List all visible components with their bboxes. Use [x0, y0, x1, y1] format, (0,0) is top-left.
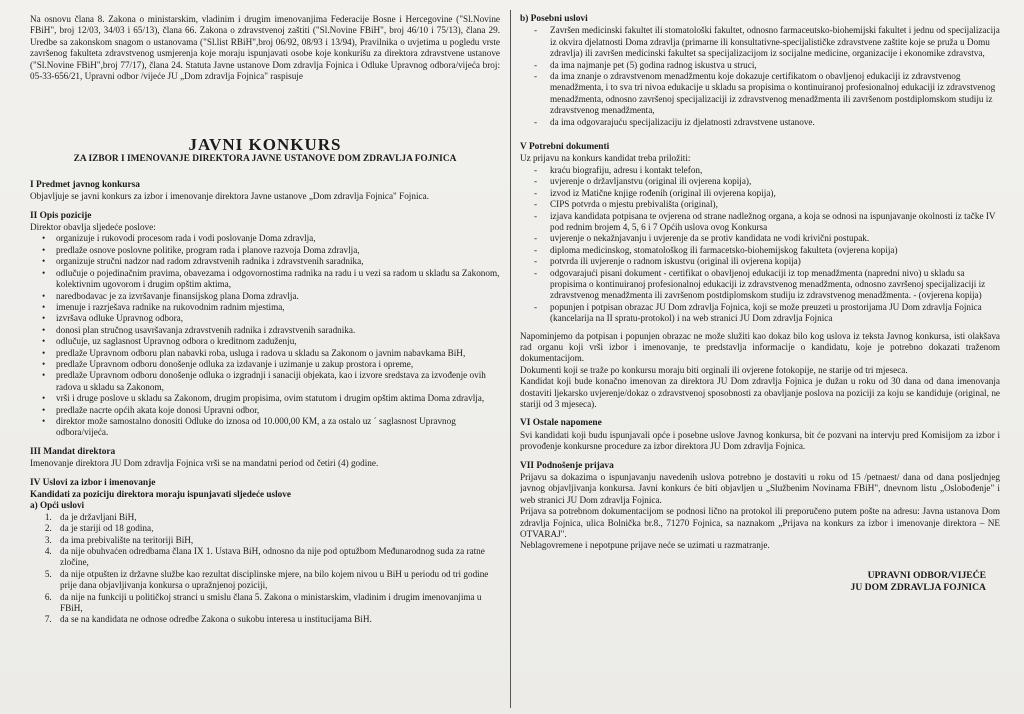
- list-item: - odgovarajući pisani dokument - certifikat o obavljenoj edukaciji iz top menadžmenta (napredni nivo) u skladu sa propisima o kontinuiranoj profesionalnoj edukaciji iz zdravstvenog menadžmenta, odnosno završenoj specijalizaciji iz zdravstvenog menadžmenta ili završenom postdiplomskom studiju iz zdravstvenog menadžmenta. - (ovjerena kopija): [534, 268, 1000, 302]
- signature-line-2: JU DOM ZDRAVLJA FOJNICA: [850, 581, 986, 593]
- document-title: JAVNI KONKURS: [188, 135, 342, 155]
- list-item: - da ima znanje o zdravstvenom menadžmentu koje dokazuje certifikatom o obavljenoj edukaciji iz zdravstvenog menadžmenta, i to sva tri nivoa edukacije u skladu sa propisima o kontinuiranoj profesionalnoj edukaciji iz zdravstvenog menadžmenta, odnosno završenoj specijalizaciji iz zdravstvenog menadžmenta ili završenom postdiplomskom studiju iz zdravstvenog menadžmenta,: [534, 71, 1000, 117]
- column-divider: [510, 10, 511, 708]
- list-item: • predlaže Upravnom odboru plan nabavki roba, usluga i radova u skladu sa Zakonom o javnim nabavkama BiH,: [46, 348, 500, 359]
- list-item: • naredbodavac je za izvršavanje finansijskog plana Doma zdravlja.: [46, 291, 500, 302]
- section-3-heading: III Mandat direktora: [30, 446, 116, 457]
- list-item: 7. da se na kandidata ne odnose odredbe Zakona o sukobu interesa u institucijama BiH.: [54, 614, 500, 625]
- list-item: - potvrda ili uvjerenje o radnom iskustvu (original ili ovjerena kopija): [534, 256, 1000, 267]
- section-2-heading: II Opis pozicije: [30, 210, 92, 221]
- right-column: [520, 14, 1000, 706]
- list-item: - kraću biografiju, adresu i kontakt telefon,: [534, 165, 1000, 176]
- section-1-text: Objavljuje se javni konkurs za izbor i imenovanje direktora Javne ustanove „Dom zdravlja Fojnica" Fojnica.: [30, 191, 429, 202]
- list-item: • odlučuje, uz saglasnost Upravnog odbora o kreditnom zaduženju,: [46, 336, 500, 347]
- list-item: - uvjerenje o državljanstvu (original ili ovjerena kopija),: [534, 176, 1000, 187]
- list-item: • direktor može samostalno donositi Odluke do iznosa od 10.000,00 KM, a za ostalo uz ´ saglasnost Upravnog odbora/vijeća.: [46, 416, 500, 439]
- special-conditions-list: [520, 25, 1000, 128]
- signature-line-1: UPRAVNI ODBOR/VIJEĆE: [867, 569, 986, 581]
- submission-paragraph: Prijavu sa dokazima o ispunjavanju navedenih uslova potrebno je dostaviti u roku od 15 /petnaest/ dana od dana posljednjeg javnog objavljivanja konkursa. Javni konkurs će biti objavljen u „Službenim Novinama FBiH", dnevnom listu „Oslobođenje" i web stranici JU Dom zdravlja Fojnica.: [520, 472, 1000, 505]
- list-item: - da ima najmanje pet (5) godina radnog iskustva u struci,: [534, 60, 1000, 71]
- section-2-lead: Direktor obavlja sljedeće poslove:: [30, 222, 156, 233]
- section-4-lead: Kandidati za poziciju direktora moraju ispunjavati sljedeće uslove: [30, 489, 291, 499]
- duties-list: [30, 233, 500, 438]
- submission-paragraph: Neblagovremene i nepotpune prijave neće se uzimati u razmatranje.: [520, 540, 770, 551]
- signature-block: [520, 570, 1000, 594]
- list-item: 2. da je stariji od 18 godina,: [54, 523, 500, 534]
- section-6-heading: VI Ostale napomene: [520, 418, 602, 429]
- list-item: 5. da nije otpušten iz državne službe kao rezultat disciplinske mjere, na bilo kojem nivou u BiH u periodu od tri godine prije dana objavljivanja konkursa o upražnjenoj poziciji,: [54, 569, 500, 592]
- list-item: • izvršava odluke Upravnog odbora,: [46, 313, 500, 324]
- list-item: • predlaže nacrte općih akata koje donosi Upravni odbor,: [46, 405, 500, 416]
- list-item: - uvjerenje o nekažnjavanju i uvjerenje da se protiv kandidata ne vodi krivični postupak.: [534, 233, 1000, 244]
- submission-paragraph: Prijava sa potrebnom dokumentacijom se podnosi lično na protokol ili preporučeno putem pošte na adresu: Javna ustanova Dom zdravlja Fojnica, ulica Bolnička br.8., 71270 Fojnica, sa naznakom „Prijava na konkurs za izbor i imenovanje direktora – NE OTVARAJ".: [520, 506, 1000, 540]
- list-item: • odlučuje o pojedinačnim pravima, obavezama i odgovornostima radnika na radu i u vezi sa radom u skladu sa Zakonom, kolektivnim ugovorom i drugim opštim aktima,: [46, 268, 500, 291]
- general-conditions-heading: a) Opći uslovi: [30, 500, 85, 511]
- note-paragraph: Kandidat koji bude konačno imenovan za direktora JU Dom zdravlja Fojnica je dužan u roku od 30 dana od dana imenovanja dostaviti ljekarsko uvjerenje/dokaz o zdravstvenoj sposobnosti za obavljanje poslova na poziciji za koju se kandiduje (original, ne stariji od 3 mjeseca).: [520, 376, 1000, 409]
- list-item: - izvod iz Matične knjige rođenih (original ili ovjerena kopija),: [534, 188, 1000, 199]
- list-item: • organizuje i rukovodi procesom rada i vodi poslovanje Doma zdravlja,: [46, 233, 500, 244]
- intro-paragraph: Na osnovu člana 8. Zakona o ministarskim, vladinim i drugim imenovanjima Federacije Bosne i Hercegovine ("Sl.Novine FBiH", broj 12/03, 34/03 i 65/13), člana 66. Zakona o zdravstvenoj zaštiti ("Sl.Novine FBiH", broj 46/10 i 75/13), člana 29. Uredbe sa zakonskom snagom o ustanovama ("Sl.list RBiH",broj 06/92, 08/93 i 13/94), Pravilnika o uvjetima u pogledu vrste završenog fakulteta zdravstvenog usmjerenja koje moraju ispunjavati osobe koje konkurišu za direktora zdravstvene ustanove ("Sl.Novine FBiH",broj 77/17), člana 24. Statuta Javne ustanove Dom zdravlja Fojnica i Odluke Upravnog odbora/vijeća broj: 05-33-656/21, Upravni odbor /vijeće JU „Dom zdravlja Fojnica" raspisuje: [30, 14, 500, 82]
- section-4-heading: IV Uslovi za izbor i imenovanje: [30, 477, 156, 488]
- list-item: • predlaže Upravnom odboru donošenje odluka za izdavanje i uzimanje u zakup prostora i opreme,: [46, 359, 500, 370]
- list-item: - popunjen i potpisan obrazac JU Dom zdravlja Fojnica, koji se može preuzeti u prostorijama JU Dom zdravlja Fojnica (kancelarija na II spratu-protokol) i na web stranici JU Dom zdravlja Fojnica: [534, 302, 1000, 325]
- list-item: - CIPS potvrda o mjestu prebivališta (original),: [534, 199, 1000, 210]
- section-3-text: Imenovanje direktora JU Dom zdravlja Fojnica vrši se na mandatni period od četiri (4) godine.: [30, 458, 379, 469]
- list-item: • predlaže osnove poslovne politike, program rada i planove razvoja Doma zdravlja,: [46, 245, 500, 256]
- list-item: - Završen medicinski fakultet ili stomatološki fakultet, odnosno farmaceutsko-biohemijski fakultet i jednu od specijalizacija iz okvira djelatnosti Doma zdravlja (primarne ili konsultativne-specijalističke zdravstvene zaštite koje se pruža u Domu zdravlja) ili završen medicinski fakultet sa specijalizacijom iz socijalne medicine, organizacije i ekonomike zdravstva,: [534, 25, 1000, 59]
- list-item: - da ima odgovarajuću specijalizaciju iz djelatnosti zdravstvene ustanove.: [534, 117, 1000, 128]
- note-paragraph: Dokumenti koji se traže po konkursu moraju biti orginali ili ovjerene fotokopije, ne starije od tri mjeseca.: [520, 364, 908, 375]
- list-item: 3. da ima prebivalište na teritoriji BiH,: [54, 535, 500, 546]
- list-item: - diploma medicinskog, stomatološkog ili farmacetsko-biohemijskog fakulteta (ovjerena kopija): [534, 245, 1000, 256]
- list-item: 4. da nije obuhvaćen odredbama člana IX 1. Ustava BiH, odnosno da nije pod optužbom Međunarodnog suda za ratne zločine,: [54, 546, 500, 569]
- list-item: • donosi plan stručnog usavršavanja zdravstvenih radnika i zdravstvenih saradnika.: [46, 325, 500, 336]
- left-column: [30, 14, 500, 706]
- note-paragraph: Napominjemo da potpisan i popunjen obrazac ne može služiti kao dokaz bilo kog uslova iz teksta Javnog konkursa, isti olakšava rad organu koji vrši izbor i imenovanje, te predstavlja informacije o kandidatu, koje je potrebno dokazati traženom dokumentacijom.: [520, 330, 1000, 364]
- document-subtitle: ZA IZBOR I IMENOVANJE DIREKTORA JAVNE USTANOVE DOM ZDRAVLJA FOJNICA: [73, 154, 457, 165]
- section-5-lead: Uz prijavu na konkurs kandidat treba priložiti:: [520, 153, 691, 164]
- list-item: • vrši i druge poslove u skladu sa Zakonom, drugim propisima, ovim statutom i drugim opštim aktima Doma zdravlja,: [46, 393, 500, 404]
- section-5-heading: V Potrebni dokumenti: [520, 142, 610, 153]
- section-1-heading: I Predmet javnog konkursa: [30, 179, 140, 190]
- documents-list: [520, 165, 1000, 325]
- list-item: 6. da nije na funkciji u političkoj stranci u smislu člana 5. Zakona o ministarskim, vladinim i drugim imenovanjima u FBiH,: [54, 592, 500, 615]
- list-item: • organizuje stručni nadzor nad radom zdravstvenih radnika i zdravstvenih saradnika,: [46, 256, 500, 267]
- list-item: - izjava kandidata potpisana te ovjerena od strane nadležnog organa, a koja se odnosi na ispunjavanje okolnosti iz tačke IV pod rednim brojem 4, 5, 6 i 7 Općih uslova ovog Konkursa: [534, 211, 1000, 234]
- special-conditions-heading: b) Posebni uslovi: [520, 14, 588, 24]
- list-item: 1. da je državljani BiH,: [54, 512, 500, 523]
- list-item: • predlaže Upravnom odboru donošenje odluka o izgradnji i sanaciji objekata, kao i izvore sredstava za izvođenje ovih radova u skladu sa Zakonom,: [46, 370, 500, 393]
- section-6-text: Svi kandidati koji budu ispunjavali opće i posebne uslove Javnog konkursa, bit će pozvani na intervju pred Komisijom za izbor i provođenje konkursne procedure za izbor direktora JU Dom zdravlja Fojnica.: [520, 429, 1000, 452]
- section-7-heading: VII Podnošenje prijava: [520, 460, 614, 471]
- general-conditions-list: [30, 512, 500, 626]
- list-item: • imenuje i razrješava radnike na rukovodnim radnim mjestima,: [46, 302, 500, 313]
